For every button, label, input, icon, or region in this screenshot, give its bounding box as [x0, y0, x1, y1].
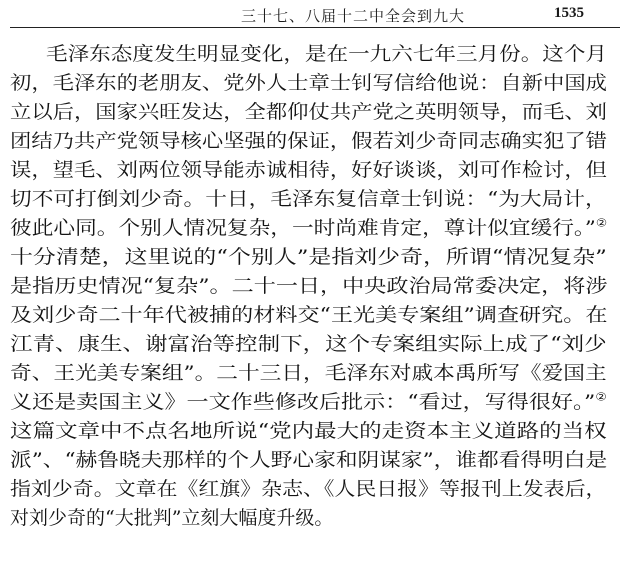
running-header — [0, 0, 624, 30]
line-text: 误，望毛、刘两位领导能赤诚相待，好好谈谈，刘可作检讨，但 — [10, 159, 608, 181]
footnote-marker: ② — [595, 390, 607, 404]
page-number: 1535 — [554, 5, 584, 21]
footnote-marker: ② — [595, 216, 608, 230]
line-text: 这篇文章中不点名地所说“党内最大的走资本主义道路的当权 — [10, 420, 607, 442]
line-text: 立以后，国家兴旺发达，全都仰仗共产党之英明领导，而毛、刘 — [10, 101, 608, 123]
line-text: 指刘少奇。文章在《红旗》杂志、《人民日报》等报刊上发表后， — [10, 478, 607, 500]
text-line — [10, 448, 607, 472]
text-line — [46, 42, 607, 66]
text-line — [10, 274, 608, 298]
line-text: 是指历史情况“复杂”。二十一日，中央政治局常委决定，将涉 — [10, 275, 608, 297]
text-line — [10, 216, 607, 240]
line-text: 初，毛泽东的老朋友、党外人士章士钊写信给他说：自新中国成 — [10, 72, 608, 94]
chapter-running-title: 三十七、八届十二中全会到九大 — [241, 7, 466, 25]
line-text: 江青、康生、谢富治等控制下，这个专案组实际上成了“刘少 — [10, 333, 607, 355]
text-line — [10, 245, 607, 269]
line-text: 切不可打倒刘少奇。十日，毛泽东复信章士钊说：“为大局计， — [10, 188, 607, 210]
line-text: 奇、王光美专案组”。二十三日，毛泽东对戚本禹所写《爱国主 — [10, 362, 607, 384]
text-line — [10, 100, 607, 124]
text-line — [10, 158, 607, 182]
text-line — [10, 303, 608, 327]
text-line — [10, 419, 607, 443]
line-text: 派”、“赫鲁晓夫那样的个人野心家和阴谋家”，谁都看得明白是 — [10, 449, 608, 471]
line-text: 对刘少奇的“大批判”立刻大幅度升级。 — [10, 507, 334, 529]
line-text: 义还是卖国主义》一文作些修改后批示：“看过，写得很好。” — [10, 391, 596, 413]
text-line — [10, 361, 607, 385]
line-text: 毛泽东态度发生明显变化，是在一九六七年三月份。这个月 — [46, 43, 608, 65]
text-line — [10, 187, 607, 211]
line-text: 及刘少奇二十年代被捕的材料交“王光美专案组”调查研究。在 — [10, 304, 608, 326]
header-rule — [10, 27, 620, 28]
text-line — [10, 390, 607, 414]
text-line — [10, 129, 607, 153]
line-text: 团结乃共产党领导核心坚强的保证，假若刘少奇同志确实犯了错 — [10, 130, 608, 152]
line-text: 彼此心同。个别人情况复杂，一时尚难肯定，尊计似宜缓行。” — [10, 217, 596, 239]
line-text: 十分清楚，这里说的“个别人”是指刘少奇，所谓“情况复杂” — [10, 246, 607, 268]
text-line — [10, 477, 606, 501]
text-line — [10, 71, 607, 95]
text-line — [10, 506, 333, 530]
text-line — [10, 332, 607, 356]
